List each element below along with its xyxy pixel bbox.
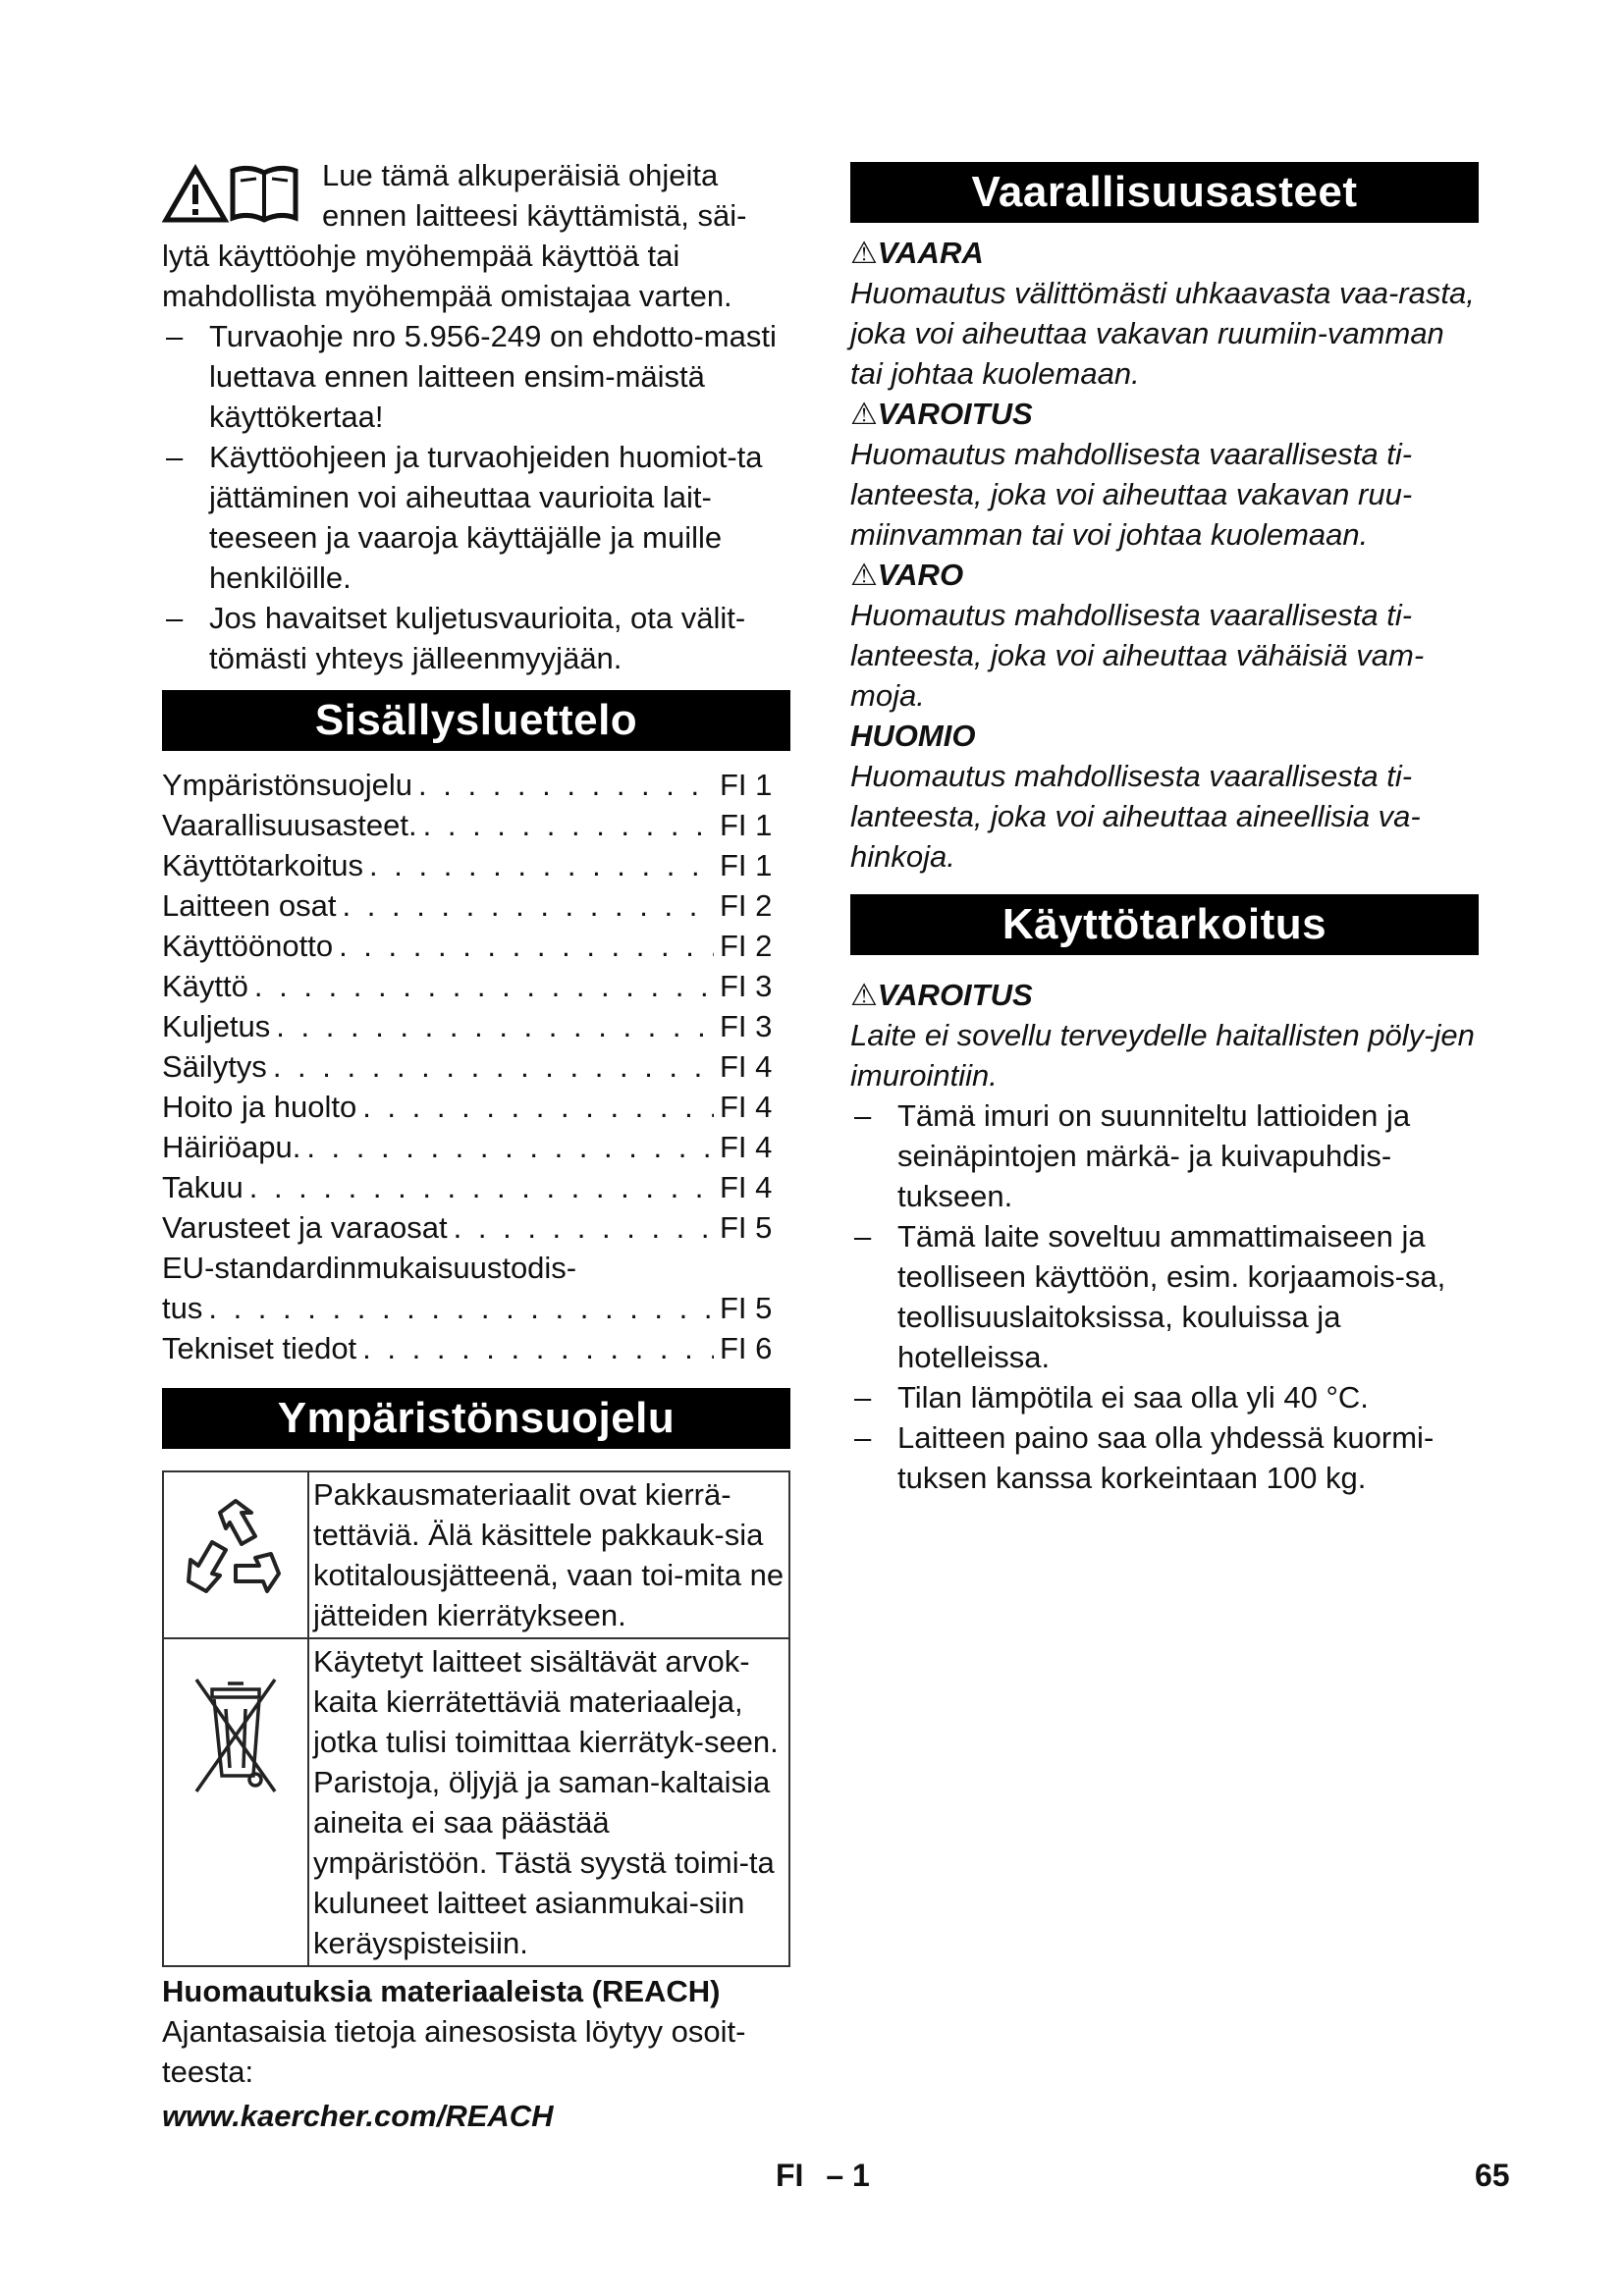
hazard-label-text: VAROITUS [877,397,1033,431]
toc-entry-title: Takuu [162,1170,244,1204]
hazard-label-text: VAARA [877,236,984,270]
toc-leader [362,1087,714,1127]
toc-entry-page: FI 1 [720,848,773,882]
intended-use-item: – Tilan lämpötila ei saa olla yli 40 °C. [850,1377,1479,1417]
toc-entry-page: FI 1 [720,768,773,802]
table-row [163,1471,789,1638]
toc-entry[interactable] [162,885,790,926]
hazard-text: Huomautus välittömästi uhkaavasta vaa-rasta, joka voi aiheuttaa vakavan ruumiin-vamman tai johtaa kuolemaan. [850,276,1475,391]
hazard-label-varoitus [850,394,1479,434]
toc-leader [208,1288,714,1328]
environment-heading: Ympäristönsuojelu [162,1388,790,1449]
toc-entry-title: tus [162,1291,203,1325]
toc-heading: Sisällysluettelo [162,690,790,751]
intended-use-warning-label [850,975,1479,1015]
toc-leader [276,1006,714,1046]
intended-use-item: – Laitteen paino saa olla yhdessä kuormi-tuksen kanssa korkeintaan 100 kg. [850,1417,1479,1498]
intro-line-2: ennen laitteesi käyttämistä, säi- [322,198,747,233]
warning-triangle-icon: ⚠ [850,978,878,1012]
toc-entry-page: FI 2 [720,929,773,963]
toc-entry-title: Vaarallisuusasteet. [162,808,417,842]
toc-entry-page: FI 5 [720,1210,773,1245]
reach-text: Ajantasaisia tietoja ainesosista löytyy osoit-teesta: [162,2014,746,2089]
environment-table [162,1470,790,1967]
toc-entry-title: Hoito ja huolto [162,1090,357,1124]
toc-leader [454,1207,714,1248]
toc-entry-title-prefix: EU-standardinmukaisuustodis- [162,1251,577,1285]
hazard-label-huomio: HUOMIO [850,719,976,753]
toc-entry-title: Käyttöönotto [162,929,334,963]
footer-section-code [776,2158,870,2194]
intro-section [162,147,790,678]
toc-entry[interactable] [162,966,790,1006]
toc-entry[interactable] [162,1167,790,1207]
hazard-text: Huomautus mahdollisesta vaarallisesta ti-lanteesta, joka voi aiheuttaa aineellisia va-hinkoja. [850,759,1421,874]
toc-entry[interactable] [162,1087,790,1127]
toc-leader [306,1127,714,1167]
toc-entry-title: Käyttö [162,969,248,1003]
warning-triangle-icon: ⚠ [850,397,878,431]
toc-entry[interactable] [162,1127,790,1167]
intended-use-item: – Tämä laite soveltuu ammattimaiseen ja teolliseen käyttöön, esim. korjaamois-sa, teollisuuslaitoksissa, kouluissa ja hotelleissa. [850,1216,1479,1377]
toc-entry-title: Käyttötarkoitus [162,848,364,882]
warning-triangle-icon: ⚠ [850,558,878,592]
toc-entry[interactable] [162,1207,790,1248]
toc-entry[interactable] [162,1328,790,1368]
footer-section-page: – 1 [826,2158,870,2193]
footer-section: FI [776,2158,804,2193]
toc-entry[interactable] [162,1288,790,1328]
intro-line-1: Lue tämä alkuperäisiä ohjeita [322,158,719,192]
warning-triangle-icon: ⚠ [850,236,878,270]
toc-entry-page: FI 4 [720,1090,773,1124]
intended-use-warning-text: Laite ei sovellu terveydelle haitallisten pöly-jen imurointiin. [850,1018,1475,1093]
crossed-bin-icon-cell [163,1638,308,1966]
toc-entry-page: FI 4 [720,1130,773,1164]
intro-item: – Jos havaitset kuljetusvaurioita, ota välit-tömästi yhteys jälleenmyyjään. [162,598,790,678]
table-row [163,1638,789,1966]
toc-entry-prefix[interactable] [162,1248,790,1288]
toc-leader [254,966,714,1006]
intro-item: – Turvaohje nro 5.956-249 on ehdotto-masti luettava ennen laitteen ensim-mäistä käyttökertaa! [162,316,790,437]
hazard-text: Huomautus mahdollisesta vaarallisesta ti-lanteesta, joka voi aiheuttaa vakavan ruu-miinvamman tai voi johtaa kuolemaan. [850,437,1413,552]
intro-paragraph: lytä käyttöohje myöhempää käyttöä tai mahdollista myöhempää omistajaa varten. [162,239,732,313]
toc-entry[interactable] [162,845,790,885]
table-of-contents [162,765,790,1368]
recycle-icon-cell [163,1471,308,1638]
right-column [850,162,1479,1498]
warning-manual-icon [162,163,299,224]
toc-leader [362,1328,714,1368]
toc-entry-page: FI 3 [720,1009,773,1043]
left-column [162,147,790,2136]
hazard-label-varo [850,555,1479,595]
page-number: 65 [1475,2158,1510,2193]
toc-entry-title: Laitteen osat [162,888,337,923]
toc-leader [423,805,714,845]
toc-leader [369,845,714,885]
toc-leader [339,926,714,966]
intended-use-item: – Tämä imuri on suunniteltu lattioiden ja seinäpintojen märkä- ja kuivapuhdis-tukseen. [850,1095,1479,1216]
electronic-waste-text: Käytetyt laitteet sisältävät arvok-kaita kierrätettäviä materiaaleja, jotka tulisi toimittaa kierrätyk-seen. Paristoja, öljyjä ja saman-kaltaisia aineita ei saa päästää ympäristöön. Tästä syystä toimi-ta kuluneet laitteet asianmukai-siin keräyspisteisiin. [308,1638,789,1966]
toc-entry-title: Kuljetus [162,1009,271,1043]
toc-entry[interactable] [162,765,790,805]
toc-entry-page: FI 4 [720,1170,773,1204]
toc-entry-page: FI 6 [720,1331,773,1365]
toc-entry-page: FI 3 [720,969,773,1003]
hazard-text: Huomautus mahdollisesta vaarallisesta ti-lanteesta, joka voi aiheuttaa vähäisiä vam-moja. [850,598,1425,713]
intended-use-heading: Käyttötarkoitus [850,894,1479,955]
toc-leader [249,1167,714,1207]
hazard-label-text: VARO [877,558,964,592]
intro-item: – Käyttöohjeen ja turvaohjeiden huomiot-ta jättäminen voi aiheuttaa vaurioita lait-teeseen ja vaaroja käyttäjälle ja muille henkilöille. [162,437,790,598]
recycling-packaging-text: Pakkausmateriaalit ovat kierrä-tettäviä. Älä käsittele pakkauk-sia kotitalousjätteenä, vaan toi-mita ne jätteiden kierrätykseen. [308,1471,789,1638]
recycle-icon [177,1495,295,1613]
toc-entry-title: Säilytys [162,1049,267,1084]
intended-use-section [850,975,1479,1498]
toc-entry[interactable] [162,1046,790,1087]
toc-entry-title: Ympäristönsuojelu [162,768,413,802]
toc-entry-page: FI 2 [720,888,773,923]
toc-entry-title: Häiriöapu. [162,1130,301,1164]
warning-label-text: VAROITUS [877,978,1033,1012]
toc-leader [343,885,714,926]
toc-entry-title: Varusteet ja varaosat [162,1210,448,1245]
toc-entry-page: FI 4 [720,1049,773,1084]
crossed-bin-icon [177,1666,295,1803]
toc-entry-page: FI 1 [720,808,773,842]
toc-entry[interactable] [162,926,790,966]
toc-entry-page: FI 5 [720,1291,773,1325]
hazard-label-vaara [850,233,1479,273]
toc-leader [273,1046,714,1087]
reach-title: Huomautuksia materiaaleista (REACH) [162,1974,721,2008]
toc-entry-title: Tekniset tiedot [162,1331,357,1365]
toc-entry[interactable] [162,805,790,845]
reach-link[interactable]: www.kaercher.com/REACH [162,2099,554,2133]
hazard-levels-heading: Vaarallisuusasteet [850,162,1479,223]
toc-entry[interactable] [162,1006,790,1046]
toc-leader [418,765,714,805]
hazard-levels-list [850,233,1479,877]
